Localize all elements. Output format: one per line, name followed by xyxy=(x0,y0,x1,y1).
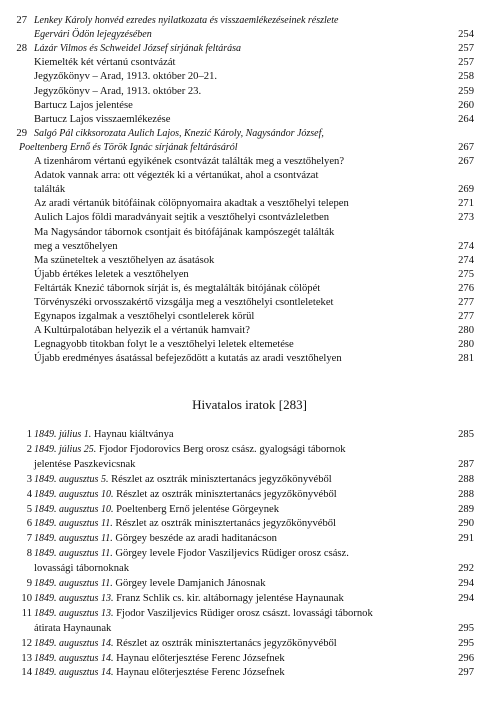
toc-entry xyxy=(0,352,499,366)
entry-title: Ma Nagysándor tábornok csontjait és bitófájának kampószegét találták xyxy=(34,226,335,238)
entry-page: 258 xyxy=(458,71,474,83)
entry-title: Adatok vannak arra: ott végezték ki a vértanúkat, ahol a csontvázat xyxy=(34,170,319,182)
entry-number: 10 xyxy=(21,592,32,604)
toc-entry xyxy=(0,113,499,127)
entry-title xyxy=(34,547,349,561)
toc-entry xyxy=(0,282,499,296)
toc-entry xyxy=(0,14,499,28)
entry-page: 296 xyxy=(458,652,474,664)
entry-text: Fjodor Vasziljevics Rüdiger orosz császt. lovassági tábornok xyxy=(116,607,373,619)
entry-number: 14 xyxy=(21,667,32,679)
entry-date: 1849. augusztus 11. xyxy=(34,518,113,530)
entry-title xyxy=(34,562,129,576)
entry-page: 288 xyxy=(458,473,474,485)
entry-page: 280 xyxy=(458,325,474,337)
entry-page: 275 xyxy=(458,268,474,280)
toc-entry xyxy=(0,443,499,457)
entry-number: 5 xyxy=(26,503,32,515)
entry-title: Legnagyobb titokban folyt le a vesztőhelyi leletek eltemetése xyxy=(34,339,294,351)
entry-title xyxy=(34,666,285,680)
entry-text: Részlet az osztrák minisztertanács jegyzőkönyvéből xyxy=(116,637,337,649)
entry-title xyxy=(34,637,337,651)
entry-page: 267 xyxy=(458,141,474,153)
entry-title: Újabb eredményes ásatással befejeződött a kutatás az aradi vesztőhelyen xyxy=(34,353,342,365)
entry-title xyxy=(34,607,373,621)
entry-page: 297 xyxy=(458,667,474,679)
entry-title: Bartucz Lajos jelentése xyxy=(34,99,133,111)
toc-entry xyxy=(0,532,499,546)
entry-title: Salgó Pál cikksorozata Aulich Lajos, Knezić Károly, Nagysándor József, xyxy=(34,127,324,139)
entry-title: Bartucz Lajos visszaemlékezése xyxy=(34,113,171,125)
toc-entry xyxy=(0,517,499,531)
toc-entry xyxy=(0,42,499,56)
entry-number: 9 xyxy=(26,578,32,589)
entry-title xyxy=(34,443,346,457)
entry-title: Egynapos izgalmak a vesztőhelyi csontlelerek körül xyxy=(34,311,255,323)
entry-page: 287 xyxy=(458,458,474,470)
entry-title: Törvényszéki orvosszakértő vizsgálja meg a vesztőhelyi csontleleteket xyxy=(34,297,334,308)
entry-number: 28 xyxy=(16,43,27,55)
toc-entry xyxy=(0,488,499,502)
entry-title: Egervári Ödön lejegyzésében xyxy=(34,29,152,41)
entry-title: Lenkey Károly honvéd ezredes nyilatkozata és visszaemlékezéseinek részlete xyxy=(34,15,339,26)
entry-title xyxy=(34,503,279,517)
entry-title xyxy=(34,652,285,666)
entry-text: Görgey levele Damjanich Jánosnak xyxy=(115,578,266,589)
entry-text: Görgey beszéde az aradi haditanácson xyxy=(115,533,277,545)
entry-date: 1849. augusztus 11. xyxy=(34,548,113,560)
entry-date: 1849. július 25. xyxy=(34,443,97,455)
entry-title xyxy=(34,532,277,546)
toc-entry xyxy=(0,652,499,666)
entry-page: 295 xyxy=(458,622,474,634)
entry-title: Jegyzőkönyv – Arad, 1913. október 23. xyxy=(34,85,202,97)
entry-title: Aulich Lajos földi maradványait sejtik a vesztőhelyi csontvázleletben xyxy=(34,212,330,224)
entry-date: 1849. augusztus 14. xyxy=(34,667,114,679)
entry-number: 3 xyxy=(26,473,32,485)
entry-title: Újabb értékes leletek a vesztőhelyen xyxy=(34,268,189,280)
entry-text: Poeltenberg Ernő jelentése Görgeynek xyxy=(116,503,279,515)
entry-date: 1849. augusztus 10. xyxy=(34,503,114,515)
entry-text: Görgey levele Fjodor Vasziljevics Rüdiger orosz csász. xyxy=(115,548,349,560)
entry-title: Az aradi vértanúk bitófáinak cölöpnyomaira akadtak a vesztőhelyi telepen xyxy=(34,198,349,210)
entry-page: 273 xyxy=(458,212,474,224)
entry-title: Poeltenberg Ernő és Török Ignác sírjának feltárásáról xyxy=(19,141,238,153)
entry-number: 6 xyxy=(26,518,32,530)
entry-page: 280 xyxy=(458,339,474,351)
entry-title xyxy=(34,488,337,502)
toc-entry xyxy=(0,169,499,183)
entry-page: 276 xyxy=(458,282,474,294)
toc-entry xyxy=(0,607,499,621)
entry-title xyxy=(34,577,266,591)
entry-number: 1 xyxy=(26,429,32,440)
entry-title: találták xyxy=(34,184,66,196)
entry-number: 29 xyxy=(16,127,27,139)
entry-title: A Kultúrpalotában helyezik el a vértanúk hamvait? xyxy=(34,325,250,337)
entry-title: Kiemelték két vértanú csontvázát xyxy=(34,57,176,69)
toc-entry xyxy=(0,458,499,472)
entry-date: 1849. augusztus 11. xyxy=(34,533,113,545)
entry-text: Haynau előterjesztése Ferenc Józsefnek xyxy=(116,652,285,664)
entry-page: 288 xyxy=(458,488,474,500)
entry-text: Részlet az osztrák minisztertanács jegyzőkönyvéből xyxy=(115,518,336,530)
entry-page: 267 xyxy=(458,156,474,167)
entry-title: Lázár Vilmos és Schweidel József sírjának feltárása xyxy=(34,43,242,55)
section-title: Hivatalos iratok [283] xyxy=(192,397,307,412)
entry-page: 290 xyxy=(458,518,474,530)
entry-page: 294 xyxy=(458,578,474,589)
entry-title: meg a vesztőhelyen xyxy=(34,240,118,252)
entry-text: Haynau kiáltványa xyxy=(93,429,174,440)
entry-page: 264 xyxy=(458,113,474,125)
entry-title xyxy=(34,473,332,487)
entry-text: Fjodor Fjodorovics Berg orosz csász. gyalogsági tábornok xyxy=(98,443,346,455)
toc-entry xyxy=(0,338,499,352)
entry-page: 289 xyxy=(458,503,474,515)
toc-entry xyxy=(0,473,499,487)
toc-entry xyxy=(0,562,499,576)
entry-page: 295 xyxy=(458,637,474,649)
toc-entry xyxy=(0,310,499,324)
entry-date: 1849. augusztus 11. xyxy=(34,578,113,589)
entry-number: 13 xyxy=(21,652,32,664)
toc-entry xyxy=(0,183,499,197)
toc-entry xyxy=(0,254,499,268)
entry-text: jelentése Paszkevicsnak xyxy=(34,458,136,470)
entry-number: 4 xyxy=(26,488,32,500)
entry-text: lovassági tábornoknak xyxy=(34,563,130,575)
entry-number: 8 xyxy=(26,548,32,560)
toc-entry xyxy=(0,197,499,211)
entry-text: Franz Schlik cs. kir. altábornagy jelentése Haynaunak xyxy=(116,592,344,604)
toc-entry xyxy=(0,577,499,591)
toc-entry xyxy=(0,155,499,169)
entry-page: 274 xyxy=(458,254,474,266)
entry-date: 1849. július 1. xyxy=(34,429,92,440)
entry-page: 292 xyxy=(458,563,474,575)
entry-title: A tizenhárom vértanú egyikének csontvázát találták meg a vesztőhelyen? xyxy=(34,156,345,167)
toc-entry xyxy=(0,666,499,680)
toc-entry xyxy=(0,637,499,651)
entry-page: 277 xyxy=(458,311,474,323)
entry-number: 11 xyxy=(21,607,32,619)
toc-entry xyxy=(0,141,499,155)
entry-title xyxy=(34,622,111,636)
entry-title xyxy=(34,517,336,531)
toc-entry xyxy=(0,56,499,70)
toc-entry xyxy=(0,226,499,240)
entry-text: Haynau előterjesztése Ferenc Józsefnek xyxy=(116,667,285,679)
entry-title xyxy=(34,458,135,472)
entry-number: 27 xyxy=(16,15,27,26)
entry-page: 254 xyxy=(458,29,474,41)
entry-page: 269 xyxy=(458,184,474,196)
entry-page: 259 xyxy=(458,85,474,97)
entry-page: 294 xyxy=(458,592,474,604)
toc-entry xyxy=(0,268,499,282)
entry-text: Részlet az osztrák minisztertanács jegyzőkönyvéből xyxy=(111,473,332,485)
entry-date: 1849. augusztus 14. xyxy=(34,637,114,649)
toc-entry xyxy=(0,211,499,225)
toc-entry xyxy=(0,127,499,141)
toc-entry xyxy=(0,296,499,310)
entry-page: 281 xyxy=(458,353,474,365)
entry-date: 1849. augusztus 10. xyxy=(34,488,114,500)
entry-number: 2 xyxy=(26,443,32,455)
toc-entry xyxy=(0,240,499,254)
entry-date: 1849. augusztus 14. xyxy=(34,652,114,664)
entry-page: 291 xyxy=(458,533,474,545)
toc-entry xyxy=(0,428,499,442)
toc-entry xyxy=(0,99,499,113)
entry-number: 12 xyxy=(21,637,32,649)
toc-entry xyxy=(0,70,499,84)
entry-title: Feltárták Knezić tábornok sírját is, és megtalálták bitójának cölöpét xyxy=(34,282,321,294)
entry-title: Jegyzőkönyv – Arad, 1913. október 20–21. xyxy=(34,71,218,83)
entry-date: 1849. augusztus 13. xyxy=(34,592,114,604)
toc-entry xyxy=(0,592,499,606)
entry-page: 257 xyxy=(458,43,474,55)
entry-page: 260 xyxy=(458,99,474,111)
entry-date: 1849. augusztus 13. xyxy=(34,607,114,619)
entry-text: átirata Haynaunak xyxy=(34,622,112,634)
entry-page: 277 xyxy=(458,297,474,308)
toc-entry xyxy=(0,622,499,636)
toc-entry xyxy=(0,324,499,338)
entry-title: Ma szüneteltek a vesztőhelyen az ásatások xyxy=(34,254,215,266)
entry-title xyxy=(34,428,174,442)
toc-entry xyxy=(0,85,499,99)
entry-page: 271 xyxy=(458,198,474,210)
toc-entry xyxy=(0,28,499,42)
entry-number: 7 xyxy=(26,533,32,545)
toc-entry xyxy=(0,503,499,517)
entry-page: 285 xyxy=(458,429,474,440)
entry-text: Részlet az osztrák minisztertanács jegyzőkönyvéből xyxy=(116,488,337,500)
entry-title xyxy=(34,592,344,606)
entry-page: 274 xyxy=(458,240,474,252)
entry-page: 257 xyxy=(458,57,474,69)
entry-date: 1849. augusztus 5. xyxy=(34,473,109,485)
toc-entry xyxy=(0,547,499,561)
